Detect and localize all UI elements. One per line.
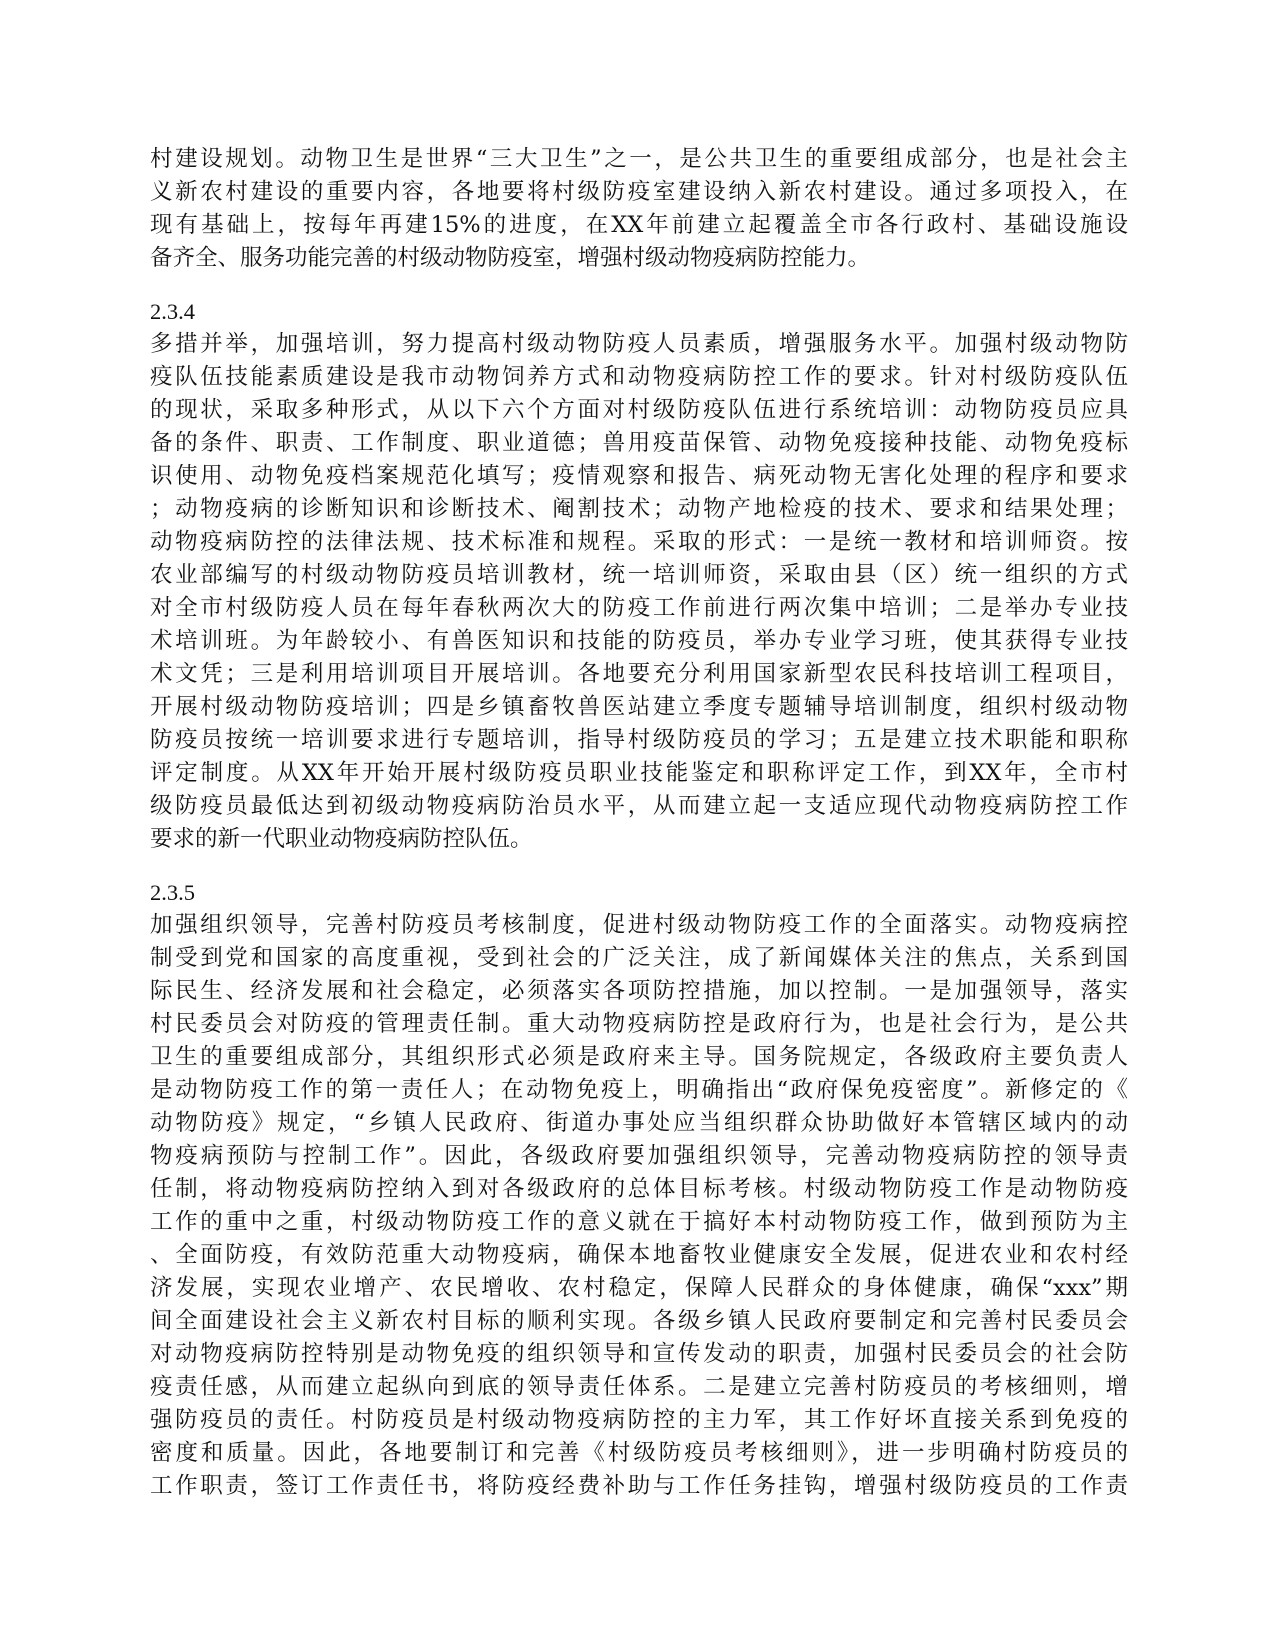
section-number: 2.3.5 [150,880,195,905]
text-line: 工作职责，签订工作责任书，将防疫经费补助与工作任务挂钩，增强村级防疫员的工作责 [150,1473,1128,1499]
section-number: 2.3.4 [150,299,195,324]
text-line: 物疫病预防与控制工作”。因此，各级政府要加强组织领导，完善动物疫病防控的领导责 [150,1143,1128,1169]
text-line: ；动物疫病的诊断知识和诊断技术、阉割技术；动物产地检疫的技术、要求和结果处理； [150,496,1128,522]
text-line: 动物疫病防控的法律法规、技术标准和规程。采取的形式：一是统一教材和培训师资。按 [150,529,1128,555]
text-line: 任制，将动物疫病防控纳入到对各级政府的总体目标考核。村级动物防疫工作是动物防疫 [150,1176,1128,1202]
text-line: 动物防疫》规定，“乡镇人民政府、街道办事处应当组织群众协助做好本管辖区域内的动 [150,1110,1128,1136]
text-line: 村建设规划。动物卫生是世界“三大卫生”之一，是公共卫生的重要组成部分，也是社会主 [150,146,1128,172]
text-line: 义新农村建设的重要内容，各地要将村级防疫室建设纳入新农村建设。通过多项投入，在 [150,179,1128,205]
text-line: 的现状，采取多种形式，从以下六个方面对村级防疫队伍进行系统培训：动物防疫员应具 [150,397,1128,423]
text-line: 备齐全、服务功能完善的村级动物防疫室，增强村级动物疫病防控能力。 [150,245,871,271]
text-line: 密度和质量。因此，各地要制订和完善《村级防疫员考核细则》，进一步明确村防疫员的 [150,1440,1128,1466]
text-line: 识使用、动物免疫档案规范化填写；疫情观察和报告、病死动物无害化处理的程序和要求 [150,463,1128,489]
text-line: 开展村级动物防疫培训；四是乡镇畜牧兽医站建立季度专题辅导培训制度，组织村级动物 [150,694,1128,720]
text-line: 制受到党和国家的高度重视，受到社会的广泛关注，成了新闻媒体关注的焦点，关系到国 [150,945,1128,971]
text-line: 疫责任感，从而建立起纵向到底的领导责任体系。二是建立完善村防疫员的考核细则，增 [150,1374,1128,1400]
text-line: 对动物疫病防控特别是动物免疫的组织领导和宣传发动的职责，加强村民委员会的社会防 [150,1341,1128,1367]
section-2-3-4 [150,295,1128,856]
text-line: 农业部编写的村级动物防疫员培训教材，统一培训师资，采取由县（区）统一组织的方式 [150,562,1128,588]
text-line: 要求的新一代职业动物疫病防控队伍。 [150,826,533,852]
text-line: 工作的重中之重，村级动物防疫工作的意义就在于搞好本村动物防疫工作，做到预防为主 [150,1209,1128,1235]
text-line: 卫生的重要组成部分，其组织形式必须是政府来主导。国务院规定，各级政府主要负责人 [150,1044,1128,1070]
text-line: 术文凭；三是利用培训项目开展培训。各地要充分利用国家新型农民科技培训工程项目， [150,661,1128,687]
text-line: 济发展，实现农业增产、农民增收、农村稳定，保障人民群众的身体健康，确保“xxx”期 [150,1275,1128,1301]
paragraph-continuation [150,143,1128,275]
text-line: 间全面建设社会主义新农村目标的顺利实现。各级乡镇人民政府要制定和完善村民委员会 [150,1308,1128,1334]
text-line: 是动物防疫工作的第一责任人；在动物免疫上，明确指出“政府保免疫密度”。新修定的《 [150,1077,1128,1103]
text-line: 、全面防疫，有效防范重大动物疫病，确保本地畜牧业健康安全发展，促进农业和农村经 [150,1242,1128,1268]
document-page [150,143,1128,1503]
text-line: 对全市村级防疫人员在每年春秋两次大的防疫工作前进行两次集中培训；二是举办专业技 [150,595,1128,621]
text-line: 际民生、经济发展和社会稳定，必须落实各项防控措施，加以控制。一是加强领导，落实 [150,978,1128,1004]
text-line: 现有基础上，按每年再建15%的进度，在XX年前建立起覆盖全市各行政村、基础设施设 [150,212,1128,238]
text-line: 多措并举，加强培训，努力提高村级动物防疫人员素质，增强服务水平。加强村级动物防 [150,331,1128,357]
text-line: 术培训班。为年龄较小、有兽医知识和技能的防疫员，举办专业学习班，使其获得专业技 [150,628,1128,654]
text-line: 加强组织领导，完善村防疫员考核制度，促进村级动物防疫工作的全面落实。动物疫病控 [150,912,1128,938]
text-line: 级防疫员最低达到初级动物疫病防治员水平，从而建立起一支适应现代动物疫病防控工作 [150,793,1128,819]
text-line: 备的条件、职责、工作制度、职业道德；兽用疫苗保管、动物免疫接种技能、动物免疫标 [150,430,1128,456]
text-line: 疫队伍技能素质建设是我市动物饲养方式和动物疫病防控工作的要求。针对村级防疫队伍 [150,364,1128,390]
section-2-3-5 [150,876,1128,1503]
text-line: 防疫员按统一培训要求进行专题培训，指导村级防疫员的学习；五是建立技术职能和职称 [150,727,1128,753]
text-line: 强防疫员的责任。村防疫员是村级动物疫病防控的主力军，其工作好坏直接关系到免疫的 [150,1407,1128,1433]
text-line: 评定制度。从XX年开始开展村级防疫员职业技能鉴定和职称评定工作，到XX年，全市村 [150,760,1128,786]
text-line: 村民委员会对防疫的管理责任制。重大动物疫病防控是政府行为，也是社会行为，是公共 [150,1011,1128,1037]
